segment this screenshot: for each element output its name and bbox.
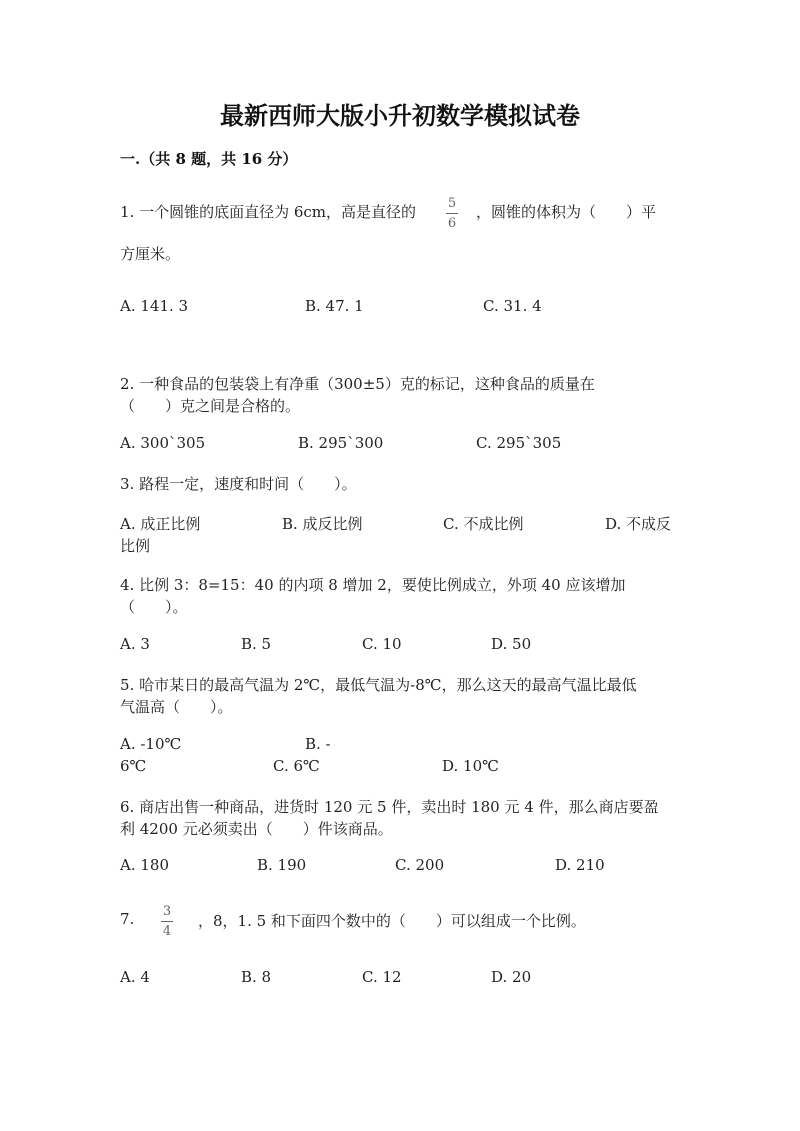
question-3-option-b[interactable]: B. 成反比例 (282, 515, 363, 533)
fraction-numerator: 3 (162, 904, 172, 919)
question-2-option-a[interactable]: A. 300`305 (120, 434, 206, 452)
question-3-option-a[interactable]: A. 成正比例 (120, 515, 201, 533)
question-2-option-c[interactable]: C. 295`305 (476, 434, 562, 452)
question-4-text-line2: （ ）。 (120, 598, 188, 616)
fraction-bar (446, 213, 458, 214)
question-5-option-b-wrap: 6℃ (120, 757, 147, 775)
question-6-text: 6. 商店出售一种商品，进货时 120 元 5 件，卖出时 180 元 4 件，那么商店要盈 (120, 798, 659, 816)
question-5-text-line2: 气温高（ ）。 (120, 698, 233, 716)
fraction-denominator: 4 (162, 924, 172, 939)
question-6-option-d[interactable]: D. 210 (555, 856, 605, 874)
question-7-number: 7. (120, 910, 135, 928)
page-title: 最新西师大版小升初数学模拟试卷 (220, 101, 580, 130)
question-6-option-b[interactable]: B. 190 (257, 856, 307, 874)
question-1-text: 1. 一个圆锥的底面直径为 6cm，高是直径的 (120, 203, 417, 221)
question-1-fraction (446, 196, 458, 231)
question-6-option-a[interactable]: A. 180 (120, 856, 169, 874)
question-3-option-c[interactable]: C. 不成比例 (443, 515, 524, 533)
section-heading: 一.（共 8 题，共 16 分） (120, 150, 298, 168)
question-6-text-line2: 利 4200 元必须卖出（ ）件该商品。 (120, 820, 393, 838)
question-4-option-a[interactable]: A. 3 (120, 635, 150, 653)
question-5-option-b[interactable]: B. - (305, 735, 331, 753)
question-3-option-d-wrap: 比例 (120, 537, 151, 555)
fraction-denominator: 6 (447, 216, 457, 231)
question-4-option-d[interactable]: D. 50 (491, 635, 532, 653)
question-4-option-c[interactable]: C. 10 (362, 635, 402, 653)
question-4-text: 4. 比例 3：8=15：40 的内项 8 增加 2，要使比例成立，外项 40 应该增加 (120, 576, 626, 594)
question-7-option-d[interactable]: D. 20 (491, 968, 532, 986)
question-2-text-line2: （ ）克之间是合格的。 (120, 397, 301, 415)
question-3-option-d[interactable]: D. 不成反 (605, 515, 672, 533)
question-6-option-c[interactable]: C. 200 (395, 856, 445, 874)
question-7-fraction (161, 904, 173, 939)
question-7-option-a[interactable]: A. 4 (120, 968, 150, 986)
question-3-text: 3. 路程一定，速度和时间（ ）。 (120, 475, 357, 493)
question-5-option-d[interactable]: D. 10℃ (442, 757, 499, 775)
question-7-text: ，8，1. 5 和下面四个数中的（ ）可以组成一个比例。 (198, 912, 586, 930)
question-5-option-c[interactable]: C. 6℃ (273, 757, 320, 775)
question-7-option-b[interactable]: B. 8 (241, 968, 272, 986)
question-2-text: 2. 一种食品的包装袋上有净重（300±5）克的标记，这种食品的质量在 (120, 375, 595, 393)
question-1-option-b[interactable]: B. 47. 1 (305, 297, 364, 315)
question-5-option-a[interactable]: A. -10℃ (120, 735, 182, 753)
question-7-option-c[interactable]: C. 12 (362, 968, 402, 986)
question-5-text: 5. 哈市某日的最高气温为 2℃，最低气温为-8℃，那么这天的最高气温比最低 (120, 676, 637, 694)
question-1-text-cont: ，圆锥的体积为（ ）平 (476, 203, 657, 221)
fraction-numerator: 5 (447, 196, 457, 211)
question-2-option-b[interactable]: B. 295`300 (298, 434, 384, 452)
fraction-bar (161, 921, 173, 922)
question-1-option-a[interactable]: A. 141. 3 (120, 297, 189, 315)
question-1-text-line2: 方厘米。 (120, 245, 181, 263)
question-1-option-c[interactable]: C. 31. 4 (483, 297, 542, 315)
question-4-option-b[interactable]: B. 5 (241, 635, 272, 653)
